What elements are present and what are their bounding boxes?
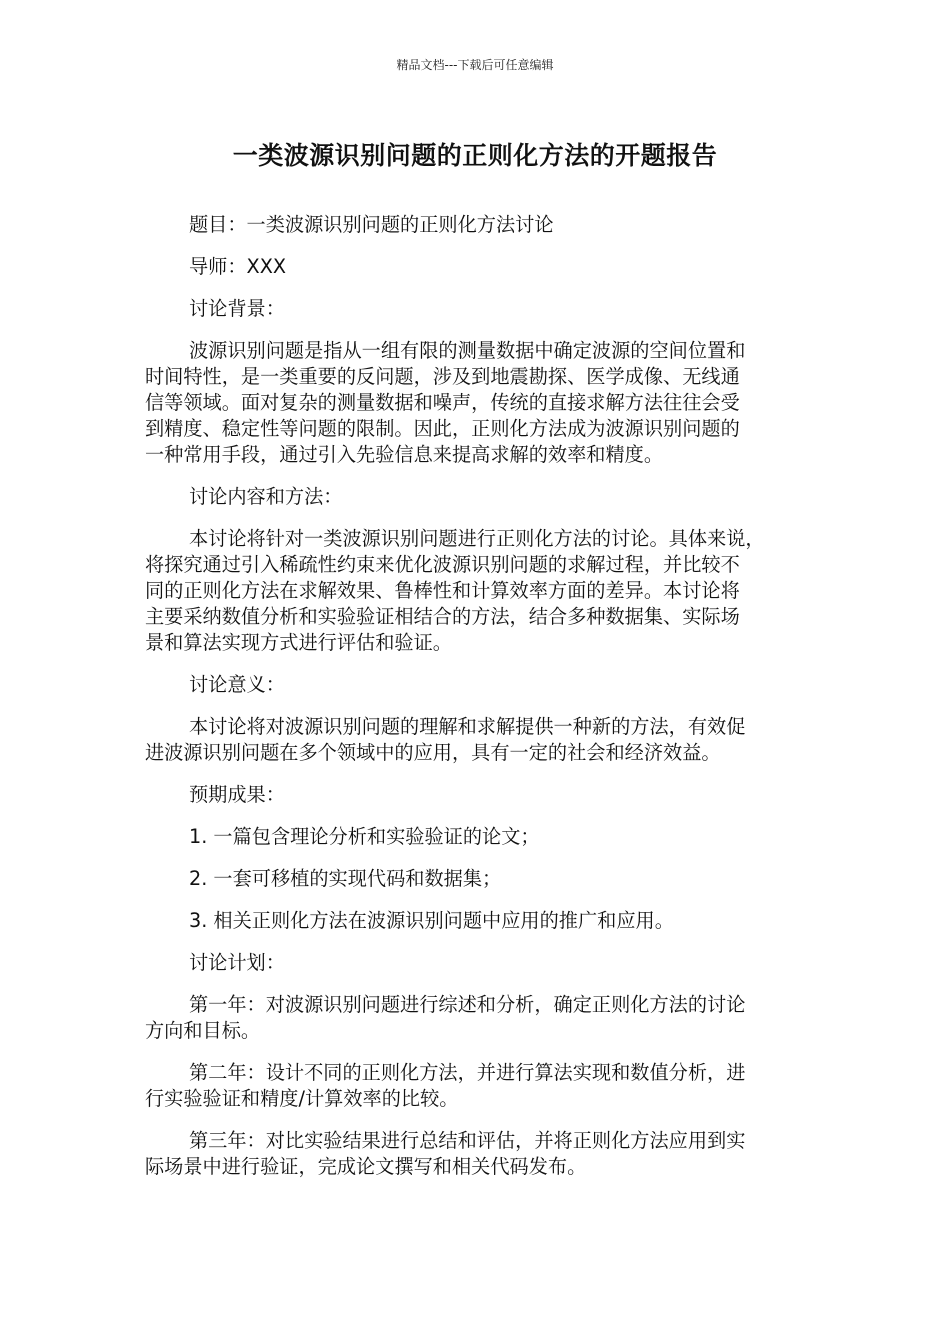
paragraph-line: 信等领域。面对复杂的测量数据和噪声，传统的直接求解方法往往会受 — [145, 391, 740, 414]
paragraph-line: 际场景中进行验证，完成论文撰写和相关代码发布。 — [145, 1155, 587, 1178]
paragraph-line: 同的正则化方法在求解效果、鲁棒性和计算效率方面的差异。本讨论将 — [145, 579, 740, 602]
paragraph-line: 景和算法实现方式进行评估和验证。 — [145, 631, 452, 654]
paragraph-line: 导师：XXX — [189, 255, 286, 278]
paragraph-line: 讨论内容和方法： — [189, 485, 343, 508]
paragraph-line: 第三年：对比实验结果进行总结和评估，并将正则化方法应用到实 — [189, 1129, 746, 1152]
paragraph — [145, 824, 795, 850]
paragraph — [145, 484, 795, 510]
paragraph-line: 进波源识别问题在多个领域中的应用，具有一定的社会和经济效益。 — [145, 741, 721, 764]
paragraph — [145, 526, 795, 656]
paragraph — [145, 908, 795, 934]
paragraph — [145, 672, 795, 698]
paragraph-line: 本讨论将对波源识别问题的理解和求解提供一种新的方法，有效促 — [189, 715, 746, 738]
paragraph-line: 题目：一类波源识别问题的正则化方法讨论 — [189, 213, 554, 236]
paragraph-line: 主要采纳数值分析和实验验证相结合的方法，结合多种数据集、实际场 — [145, 605, 740, 628]
paragraph-line: 讨论计划： — [189, 951, 285, 974]
paragraph — [145, 992, 795, 1044]
paragraph — [145, 212, 795, 238]
paragraph-line: 讨论背景： — [189, 297, 285, 320]
paragraph — [145, 950, 795, 976]
paragraph-line: 2. 一套可移植的实现代码和数据集； — [189, 867, 502, 890]
paragraph — [145, 714, 795, 766]
paragraph-line: 第二年：设计不同的正则化方法，并进行算法实现和数值分析，进 — [189, 1061, 746, 1084]
document-title: 一类波源识别问题的正则化方法的开题报告 — [232, 141, 718, 170]
paragraph-line: 时间特性，是一类重要的反问题，涉及到地震勘探、医学成像、无线通 — [145, 365, 740, 388]
paragraph — [145, 1128, 795, 1180]
paragraph — [145, 338, 795, 468]
paragraph-line: 第一年：对波源识别问题进行综述和分析，确定正则化方法的讨论 — [189, 993, 746, 1016]
paragraph-line: 到精度、稳定性等问题的限制。因此，正则化方法成为波源识别问题的 — [145, 417, 740, 440]
paragraph-line: 将探究通过引入稀疏性约束来优化波源识别问题的求解过程，并比较不 — [145, 553, 740, 576]
document-body — [145, 212, 795, 1196]
paragraph-line: 1. 一篇包含理论分析和实验验证的论文； — [189, 825, 540, 848]
paragraph — [145, 296, 795, 322]
paragraph-line: 行实验验证和精度/计算效率的比较。 — [145, 1087, 459, 1110]
paragraph — [145, 866, 795, 892]
paragraph — [145, 1060, 795, 1112]
paragraph — [145, 782, 795, 808]
paragraph-line: 一种常用手段，通过引入先验信息来提高求解的效率和精度。 — [145, 443, 664, 466]
paragraph-line: 方向和目标。 — [145, 1019, 261, 1042]
header-note: 精品文档---下载后可任意编辑 — [396, 58, 554, 72]
paragraph — [145, 254, 795, 280]
paragraph-line: 3. 相关正则化方法在波源识别问题中应用的推广和应用。 — [189, 909, 674, 932]
paragraph-line: 预期成果： — [189, 783, 285, 806]
paragraph-line: 讨论意义： — [189, 673, 285, 696]
paragraph-line: 波源识别问题是指从一组有限的测量数据中确定波源的空间位置和 — [189, 339, 746, 362]
paragraph-line: 本讨论将针对一类波源识别问题进行正则化方法的讨论。具体来说， — [189, 527, 765, 550]
